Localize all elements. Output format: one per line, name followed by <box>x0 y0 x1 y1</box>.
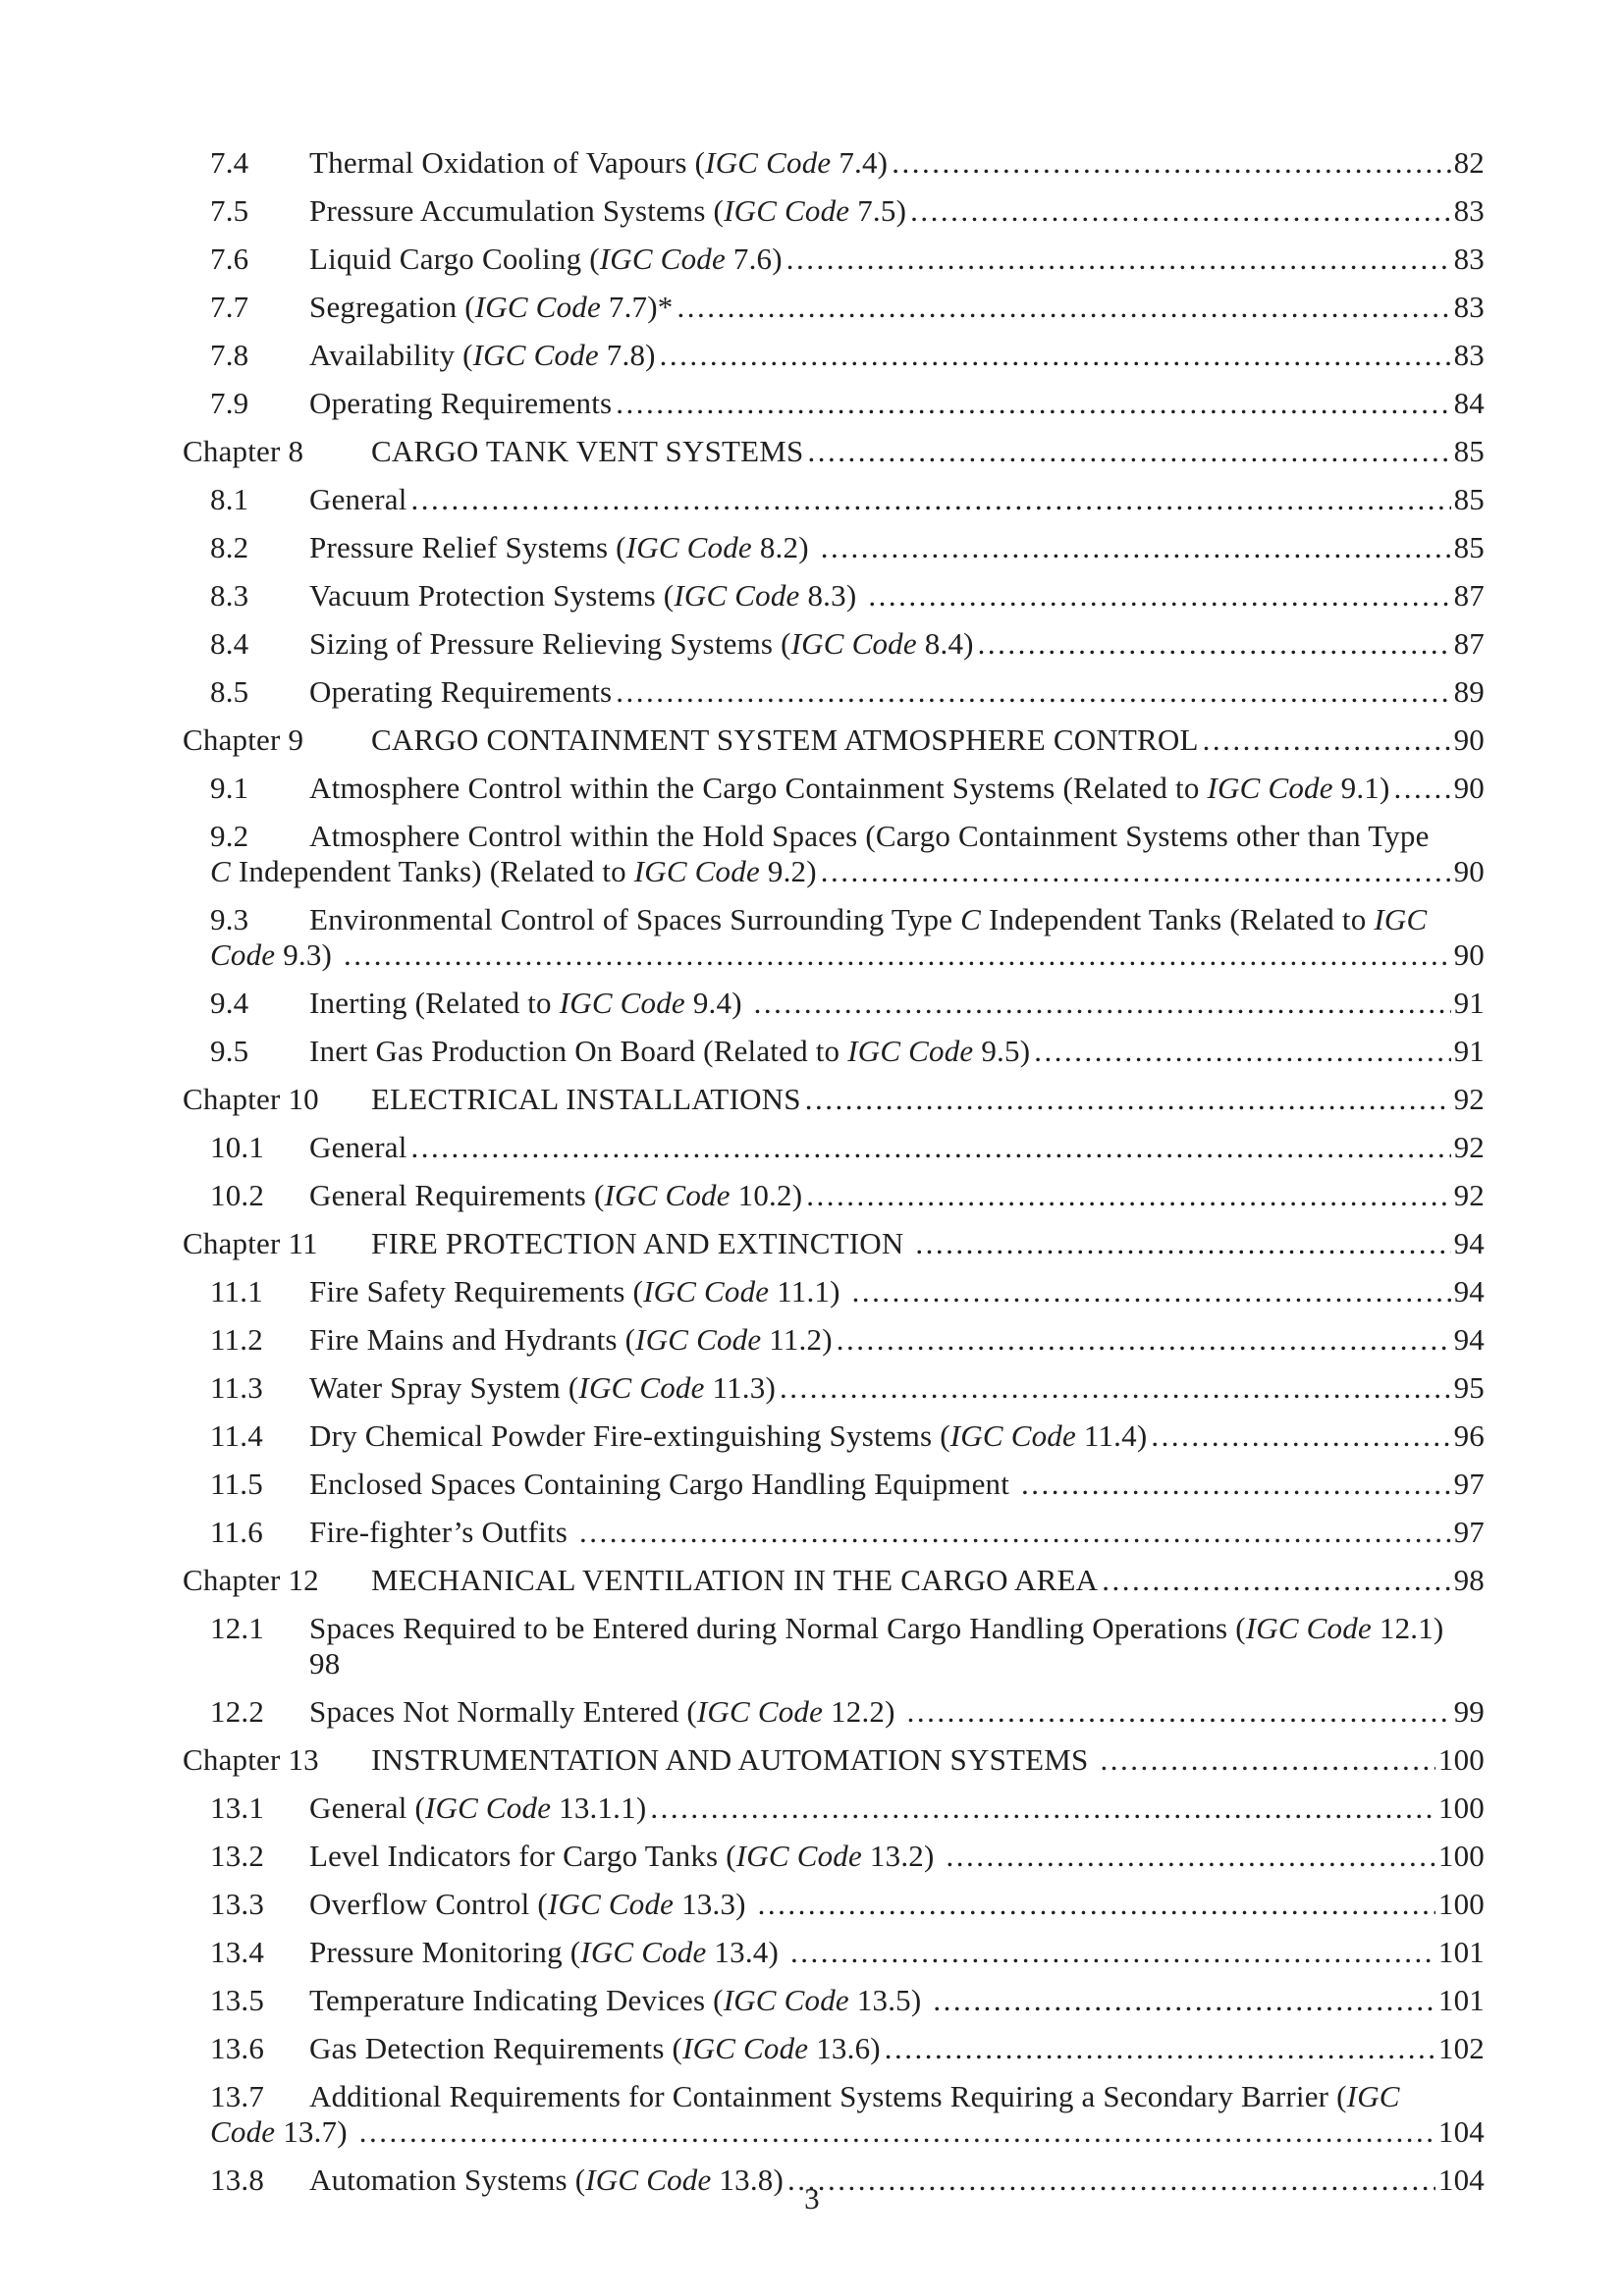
toc-entry-line <box>309 1887 1485 1922</box>
dot-leader <box>650 1790 1435 1826</box>
toc-section-number: 9.5 <box>210 1034 249 1068</box>
toc-entry-title: CARGO CONTAINMENT SYSTEM ATMOSPHERE CONTROL <box>371 722 1199 757</box>
toc-entry-title: General Requirements (IGC Code 10.2) <box>309 1178 803 1212</box>
toc-entry-line <box>309 1178 1485 1213</box>
toc-entry-line <box>309 290 1485 325</box>
toc-entry-13-7[interactable] <box>183 2079 1485 2150</box>
toc-section-number: 13.4 <box>210 1935 265 1969</box>
toc-entry-title: General (IGC Code 13.1.1) <box>309 1790 647 1825</box>
toc-page-number: 92 <box>1453 1130 1485 1164</box>
toc-entry-line <box>371 1082 1485 1117</box>
toc-entry-line <box>309 1515 1485 1550</box>
toc-entry-10-1[interactable] <box>183 1130 1485 1165</box>
toc-page-number: 87 <box>1453 626 1485 661</box>
dot-leader <box>786 241 1451 277</box>
toc-page-number: 82 <box>1453 145 1485 180</box>
toc-chapter-label: Chapter 12 <box>183 1563 319 1597</box>
toc-entry-title: FIRE PROTECTION AND EXTINCTION <box>371 1226 912 1260</box>
toc-section-number: 7.9 <box>210 386 249 420</box>
toc-entry-line <box>309 1034 1485 1069</box>
toc-entry-line <box>309 482 1485 517</box>
toc-entry-8-5[interactable] <box>183 674 1485 710</box>
toc-entry-line <box>309 986 1485 1021</box>
toc-entry-title: Spaces Not Normally Entered (IGC Code 12.2) <box>309 1694 903 1729</box>
toc-section-number: 7.8 <box>210 338 249 372</box>
toc-entry-chapter-13[interactable] <box>183 1742 1485 1778</box>
toc-entry-line <box>309 1935 1485 1970</box>
toc-section-number: 7.6 <box>210 241 249 276</box>
toc-page-number: 94 <box>1453 1274 1485 1308</box>
dot-leader <box>868 578 1450 614</box>
toc-entry-line <box>210 937 1485 973</box>
toc-entry-7-8[interactable] <box>183 338 1485 373</box>
dot-leader <box>790 1935 1435 1970</box>
toc-section-number: 8.5 <box>210 674 249 709</box>
toc-entry-line <box>309 386 1485 421</box>
toc-page-number: 83 <box>1453 290 1485 324</box>
toc-entry-12-1[interactable] <box>183 1611 1485 1682</box>
toc-page-number: 84 <box>1453 386 1485 420</box>
toc-entry-line <box>309 530 1485 565</box>
toc-entry-line <box>309 771 1485 806</box>
toc-page-number: 92 <box>1453 1178 1485 1212</box>
toc-page-number: 94 <box>1453 1322 1485 1357</box>
dot-leader <box>754 986 1451 1021</box>
toc-section-number: 11.5 <box>210 1467 263 1501</box>
toc-page-number: 101 <box>1437 1983 1485 2017</box>
toc-section-number: 13.7 <box>210 2079 265 2113</box>
dot-leader <box>411 1130 1451 1165</box>
dot-leader <box>780 1370 1451 1406</box>
dot-leader <box>758 1887 1435 1922</box>
toc-section-number: 13.6 <box>210 2031 265 2065</box>
toc-entry-line <box>309 578 1485 614</box>
toc-page-number: 83 <box>1453 241 1485 276</box>
toc-page-number: 83 <box>1453 193 1485 228</box>
toc-entry-line <box>309 241 1485 277</box>
toc-entry-9-1[interactable] <box>183 771 1485 806</box>
toc-section-number: 12.2 <box>210 1694 265 1729</box>
dot-leader <box>616 386 1450 421</box>
toc-section-number: 9.1 <box>210 771 249 805</box>
toc-entry-title: Dry Chemical Powder Fire-extinguishing Systems (IGC Code 11.4) <box>309 1418 1148 1453</box>
toc-page-number: 85 <box>1453 434 1485 468</box>
toc-entry-line <box>309 1322 1485 1358</box>
toc-entry-line <box>309 145 1485 181</box>
toc-entry-title: General <box>309 1130 407 1164</box>
toc-entry-8-4[interactable] <box>183 626 1485 662</box>
dot-leader <box>1102 1563 1450 1598</box>
toc-page-number: 90 <box>1453 937 1485 972</box>
toc-section-number: 13.2 <box>210 1839 265 1873</box>
toc-entry-title: Level Indicators for Cargo Tanks (IGC Code 13.2) <box>309 1839 943 1873</box>
toc-entry-title: Pressure Relief Systems (IGC Code 8.2) <box>309 530 817 564</box>
toc-section-number: 9.3 <box>210 902 249 936</box>
toc-entry-line <box>371 434 1485 469</box>
toc-page-number: 100 <box>1437 1790 1485 1825</box>
toc-section-number: 11.2 <box>210 1322 263 1357</box>
toc-entry-line <box>309 819 1485 854</box>
toc-entry-title: Fire Safety Requirements (IGC Code 11.1) <box>309 1274 848 1308</box>
toc-section-number: 10.1 <box>210 1130 265 1164</box>
toc-section-number: 13.5 <box>210 1983 265 2017</box>
dot-leader <box>359 2114 1435 2150</box>
toc-page-number: 101 <box>1437 1935 1485 1969</box>
toc-entry-line <box>309 902 1485 937</box>
toc-entry-title: Atmosphere Control within the Cargo Containment Systems (Related to IGC Code 9.1) <box>309 771 1390 805</box>
toc-page-number: 90 <box>1453 771 1485 805</box>
toc-entry-line <box>309 674 1485 710</box>
toc-page-number: 100 <box>1437 1887 1485 1921</box>
toc-entry-title: Environmental Control of Spaces Surrounding Type C Independent Tanks (Related to IGC <box>309 902 1428 936</box>
toc-page-number: 97 <box>1453 1467 1485 1501</box>
toc-entry-7-5[interactable] <box>183 193 1485 229</box>
toc-entry-11-2[interactable] <box>183 1322 1485 1358</box>
toc-entry-title: Segregation (IGC Code 7.7)* <box>309 290 674 324</box>
toc-entry-title: CARGO TANK VENT SYSTEMS <box>371 434 804 468</box>
toc-entry-11-6[interactable] <box>183 1515 1485 1550</box>
toc-page-number: 98 <box>1453 1563 1485 1597</box>
toc-section-number: 8.4 <box>210 626 249 661</box>
toc-entry-11-4[interactable] <box>183 1418 1485 1454</box>
toc-entry-title: Temperature Indicating Devices (IGC Code 13.5) <box>309 1983 930 2017</box>
dot-leader <box>805 1082 1451 1117</box>
toc-entry-line <box>309 1983 1485 2018</box>
dot-leader <box>344 937 1451 973</box>
toc-entry-line <box>309 1646 1485 1682</box>
toc-page-number: 99 <box>1453 1694 1485 1729</box>
dot-leader <box>1100 1742 1435 1778</box>
toc-entry-title: Water Spray System (IGC Code 11.3) <box>309 1370 776 1405</box>
toc-entry-7-4[interactable] <box>183 145 1485 181</box>
toc-page-number: 94 <box>1453 1226 1485 1260</box>
toc-section-number: 8.1 <box>210 482 249 516</box>
toc-entry-13-1[interactable] <box>183 1790 1485 1826</box>
toc-chapter-label: Chapter 9 <box>183 722 304 757</box>
toc-entry-title: MECHANICAL VENTILATION IN THE CARGO AREA <box>371 1563 1099 1597</box>
toc-entry-11-1[interactable] <box>183 1274 1485 1309</box>
toc-entry-title: Gas Detection Requirements (IGC Code 13.6) <box>309 2031 881 2065</box>
toc-entry-title: Vacuum Protection Systems (IGC Code 8.3) <box>309 578 865 613</box>
toc-page-number: 90 <box>1453 722 1485 757</box>
toc-entry-line <box>309 1839 1485 1874</box>
toc-entry-line <box>210 2114 1485 2150</box>
toc-entry-chapter-8[interactable] <box>183 434 1485 469</box>
toc-entry-title: Liquid Cargo Cooling (IGC Code 7.6) <box>309 241 783 276</box>
toc-page-number: 102 <box>1437 2031 1485 2065</box>
toc-section-number: 9.2 <box>210 819 249 853</box>
toc-section-number: 10.2 <box>210 1178 265 1212</box>
dot-leader <box>821 854 1451 889</box>
toc-entry-chapter-10[interactable] <box>183 1082 1485 1117</box>
toc-entry-title: Operating Requirements <box>309 386 613 420</box>
toc-entry-title: INSTRUMENTATION AND AUTOMATION SYSTEMS <box>371 1742 1097 1777</box>
toc-entry-title: Spaces Required to be Entered during Normal Cargo Handling Operations (IGC Code 12.1) <box>309 1611 1444 1645</box>
dot-leader <box>915 1226 1450 1261</box>
toc-entry-title: Code 9.3) <box>210 937 341 972</box>
toc-page-number: 85 <box>1453 482 1485 516</box>
toc-page-number: 98 <box>309 1646 341 1681</box>
toc-entry-title: Pressure Monitoring (IGC Code 13.4) <box>309 1935 786 1969</box>
toc-entry-9-5[interactable] <box>183 1034 1485 1069</box>
toc-entry-7-7[interactable] <box>183 290 1485 325</box>
toc-entry-title: Atmosphere Control within the Hold Spaces (Cargo Containment Systems other than Type <box>309 819 1430 853</box>
toc-entry-7-6[interactable] <box>183 241 1485 277</box>
toc-entry-chapter-12[interactable] <box>183 1563 1485 1598</box>
toc-entry-title: C Independent Tanks) (Related to IGC Code 9.2) <box>210 854 817 888</box>
dot-leader <box>852 1274 1451 1309</box>
toc-entry-11-3[interactable] <box>183 1370 1485 1406</box>
toc-page-number: 100 <box>1437 1742 1485 1777</box>
dot-leader <box>910 193 1451 229</box>
dot-leader <box>933 1983 1435 2018</box>
toc-entry-chapter-11[interactable] <box>183 1226 1485 1261</box>
dot-leader <box>837 1322 1451 1358</box>
toc-entry-9-4[interactable] <box>183 986 1485 1021</box>
toc-section-number: 11.1 <box>210 1274 263 1308</box>
table-of-contents <box>183 145 1485 2211</box>
toc-entry-title: Overflow Control (IGC Code 13.3) <box>309 1887 754 1921</box>
toc-section-number: 9.4 <box>210 986 249 1020</box>
toc-section-number: 13.3 <box>210 1887 265 1921</box>
toc-chapter-label: Chapter 8 <box>183 434 304 468</box>
toc-entry-title: ELECTRICAL INSTALLATIONS <box>371 1082 801 1116</box>
toc-entry-13-2[interactable] <box>183 1839 1485 1874</box>
toc-page-number: 89 <box>1453 674 1485 709</box>
toc-entry-title: Fire Mains and Hydrants (IGC Code 11.2) <box>309 1322 833 1357</box>
toc-entry-line <box>309 2031 1485 2066</box>
toc-entry-title: Additional Requirements for Containment Systems Requiring a Secondary Barrier (IGC <box>309 2079 1400 2113</box>
toc-entry-9-3[interactable] <box>183 902 1485 973</box>
dot-leader <box>1021 1467 1451 1502</box>
dot-leader <box>892 145 1450 181</box>
toc-page-number: 87 <box>1453 578 1485 613</box>
dot-leader <box>1034 1034 1450 1069</box>
page-footer-number: 3 <box>804 2181 820 2216</box>
toc-section-number: 13.8 <box>210 2163 265 2197</box>
toc-entry-chapter-9[interactable] <box>183 722 1485 758</box>
dot-leader <box>808 434 1451 469</box>
toc-entry-line <box>309 1370 1485 1406</box>
toc-section-number: 8.2 <box>210 530 249 564</box>
toc-section-number: 12.1 <box>210 1611 265 1645</box>
toc-page-number: 95 <box>1453 1370 1485 1405</box>
toc-entry-title: Operating Requirements <box>309 674 613 709</box>
toc-entry-line <box>371 1563 1485 1598</box>
toc-entry-title: Inert Gas Production On Board (Related to IGC Code 9.5) <box>309 1034 1031 1068</box>
toc-entry-10-2[interactable] <box>183 1178 1485 1213</box>
toc-entry-line <box>371 722 1485 758</box>
toc-entry-title: Sizing of Pressure Relieving Systems (IGC Code 8.4) <box>309 626 974 661</box>
dot-leader <box>1394 771 1451 806</box>
toc-entry-line <box>309 1694 1485 1730</box>
toc-entry-line <box>309 1467 1485 1502</box>
toc-entry-13-3[interactable] <box>183 1887 1485 1922</box>
toc-section-number: 11.4 <box>210 1418 263 1453</box>
toc-entry-7-9[interactable] <box>183 386 1485 421</box>
dot-leader <box>946 1839 1435 1874</box>
toc-section-number: 8.3 <box>210 578 249 613</box>
toc-entry-line <box>309 626 1485 662</box>
toc-entry-13-5[interactable] <box>183 1983 1485 2018</box>
toc-section-number: 7.4 <box>210 145 249 180</box>
toc-entry-9-2[interactable] <box>183 819 1485 889</box>
toc-section-number: 11.6 <box>210 1515 263 1549</box>
toc-chapter-label: Chapter 10 <box>183 1082 319 1116</box>
dot-leader <box>821 530 1451 565</box>
toc-entry-line <box>309 2079 1485 2114</box>
toc-entry-line <box>371 1742 1485 1778</box>
dot-leader <box>806 1178 1450 1213</box>
toc-entry-line <box>309 193 1485 229</box>
toc-page-number: 85 <box>1453 530 1485 564</box>
toc-entry-title: Enclosed Spaces Containing Cargo Handling Equipment <box>309 1467 1017 1501</box>
toc-entry-line <box>210 854 1485 889</box>
dot-leader <box>1203 722 1451 758</box>
toc-entry-title: Code 13.7) <box>210 2114 355 2149</box>
toc-page-number: 91 <box>1453 1034 1485 1068</box>
toc-entry-title: General <box>309 482 407 516</box>
toc-entry-13-6[interactable] <box>183 2031 1485 2066</box>
dot-leader <box>411 482 1451 517</box>
toc-entry-line <box>309 1418 1485 1454</box>
toc-entry-title: Pressure Accumulation Systems (IGC Code 7.5) <box>309 193 907 228</box>
toc-section-number: 7.5 <box>210 193 249 228</box>
toc-section-number: 7.7 <box>210 290 249 324</box>
toc-page-number: 97 <box>1453 1515 1485 1549</box>
toc-page-number: 104 <box>1437 2163 1485 2197</box>
dot-leader <box>616 674 1450 710</box>
dot-leader <box>1151 1418 1450 1454</box>
toc-page-number: 100 <box>1437 1839 1485 1873</box>
toc-entry-title: Inerting (Related to IGC Code 9.4) <box>309 986 750 1020</box>
toc-entry-title: Fire-fighter’s Outfits <box>309 1515 575 1549</box>
toc-entry-title: Automation Systems (IGC Code 13.8) <box>309 2163 784 2197</box>
toc-entry-8-2[interactable] <box>183 530 1485 565</box>
toc-entry-8-1[interactable] <box>183 482 1485 517</box>
toc-entry-line <box>371 1226 1485 1261</box>
dot-leader <box>885 2031 1435 2066</box>
toc-page-number: 83 <box>1453 338 1485 372</box>
toc-section-number: 11.3 <box>210 1370 263 1405</box>
toc-chapter-label: Chapter 13 <box>183 1742 319 1777</box>
toc-page-number: 90 <box>1453 854 1485 888</box>
toc-entry-line <box>309 1611 1485 1646</box>
toc-entry-line <box>309 1274 1485 1309</box>
dot-leader <box>907 1694 1451 1730</box>
toc-entry-line <box>309 1130 1485 1165</box>
toc-entry-line <box>309 338 1485 373</box>
dot-leader <box>677 290 1450 325</box>
toc-page-number: 91 <box>1453 986 1485 1020</box>
toc-entry-11-5[interactable] <box>183 1467 1485 1502</box>
toc-entry-title: Thermal Oxidation of Vapours (IGC Code 7.4) <box>309 145 889 180</box>
toc-page-number: 104 <box>1437 2114 1485 2149</box>
dot-leader <box>579 1515 1451 1550</box>
toc-page-number: 96 <box>1453 1418 1485 1453</box>
toc-entry-12-2[interactable] <box>183 1694 1485 1730</box>
toc-section-number: 13.1 <box>210 1790 265 1825</box>
toc-entry-8-3[interactable] <box>183 578 1485 614</box>
toc-chapter-label: Chapter 11 <box>183 1226 318 1260</box>
toc-entry-13-4[interactable] <box>183 1935 1485 1970</box>
toc-entry-title: Availability (IGC Code 7.8) <box>309 338 656 372</box>
dot-leader <box>660 338 1451 373</box>
toc-entry-line <box>309 1790 1485 1826</box>
toc-page-number: 92 <box>1453 1082 1485 1116</box>
dot-leader <box>978 626 1451 662</box>
